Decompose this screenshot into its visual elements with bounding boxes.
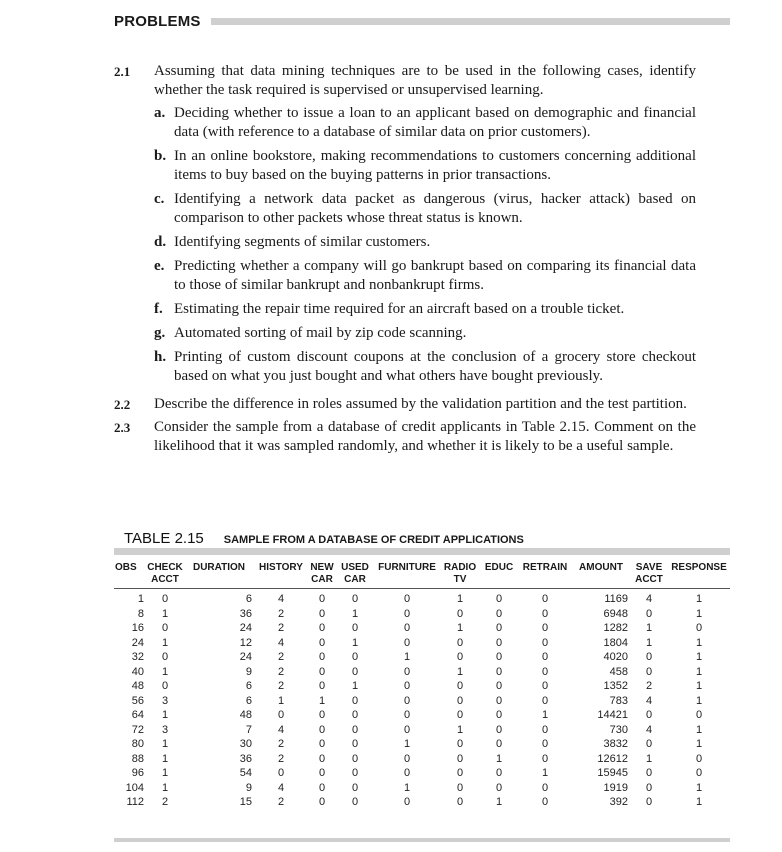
table-cell: 1 — [277, 694, 285, 707]
table-cell: 54 — [239, 767, 252, 779]
table-cell: 392 — [609, 796, 628, 808]
table-cell: 1 — [645, 636, 653, 649]
table-cell: 2 — [277, 665, 285, 678]
subitem-text: Deciding whether to issue a loan to an applicant based on demographic and financial data (with reference to a database of similar data on prior customers). — [174, 105, 696, 140]
column-header — [374, 562, 440, 589]
column-header — [480, 562, 518, 589]
table-cell: 0 — [318, 796, 326, 808]
table-cell: 0 — [351, 665, 359, 678]
table-cell: 0 — [318, 781, 326, 794]
table-cell: 2 — [277, 622, 285, 634]
table-cell: 2 — [277, 607, 285, 620]
table-cell: 0 — [351, 781, 359, 794]
table-cell: 0 — [277, 767, 285, 779]
table-cell: 1 — [541, 767, 549, 779]
table-cell: 1 — [695, 694, 703, 707]
table-cell: 0 — [541, 665, 549, 678]
table-cell: 0 — [695, 767, 703, 779]
table-row — [114, 766, 730, 781]
table-cell: 0 — [645, 781, 653, 794]
table-cell: 0 — [495, 622, 503, 634]
table-cell: 0 — [541, 694, 549, 707]
table-cell: 0 — [541, 636, 549, 649]
subitem-text: Automated sorting of mail by zip code scanning. — [174, 325, 467, 341]
table-cell: 0 — [403, 593, 411, 605]
column-header-line1: RESPONSE — [671, 562, 727, 573]
table-cell: 16 — [131, 622, 144, 634]
column-header-line2 — [255, 574, 307, 586]
subitem — [154, 147, 696, 185]
subitem — [154, 257, 696, 295]
subitem-letter: a. — [154, 105, 166, 121]
subitem-list — [154, 104, 696, 386]
table-cell: 0 — [318, 636, 326, 649]
table-cell: 15 — [239, 796, 252, 808]
table-cell: 0 — [351, 767, 359, 779]
table-cell: 0 — [318, 593, 326, 605]
problem-body — [154, 395, 696, 414]
table-cell: 7 — [245, 723, 252, 736]
table-cell: 1 — [161, 636, 169, 649]
table-cell: 48 — [239, 709, 252, 721]
table-cell: 0 — [645, 607, 653, 620]
table-cell: 1 — [456, 622, 464, 634]
problem-body — [154, 418, 696, 456]
column-header-line1: SAVE — [635, 562, 663, 573]
table-cell: 1 — [695, 651, 703, 663]
table-cell: 1352 — [603, 680, 628, 692]
table-cell: 4 — [645, 723, 653, 736]
table-row — [114, 665, 730, 680]
column-header-line2 — [481, 574, 517, 586]
column-header-line2: CAR — [344, 574, 366, 585]
table-cell: 0 — [541, 593, 549, 605]
table-cell: 1169 — [604, 593, 628, 605]
table-cell: 0 — [318, 767, 326, 779]
subitem-text: Identifying segments of similar customers. — [174, 234, 431, 250]
table-cell: 2 — [161, 796, 169, 808]
table-cell: 0 — [403, 636, 411, 649]
table-cell: 14421 — [597, 709, 628, 721]
table-cell: 0 — [318, 738, 326, 750]
table-cell: 24 — [239, 622, 252, 634]
table-cell: 0 — [495, 738, 503, 750]
table-row — [114, 708, 730, 723]
table-cell: 0 — [351, 752, 359, 765]
table-cell: 80 — [131, 738, 144, 750]
table-row — [114, 723, 730, 738]
table-cell: 0 — [645, 796, 653, 808]
section-heading: PROBLEMS — [114, 12, 201, 30]
table-cell: 1 — [645, 622, 653, 634]
table-cell: 0 — [541, 680, 549, 692]
table-row — [114, 752, 730, 767]
subitem-text: Predicting whether a company will go bankrupt based on comparing its financial data to those of similar bankrupt and nonbankrupt firms. — [174, 258, 696, 293]
column-header-line1: FURNITURE — [378, 562, 436, 573]
table-cell: 24 — [239, 651, 252, 663]
column-header-line1: NEW — [310, 562, 334, 573]
column-header-line1: CHECK — [147, 562, 183, 573]
table-cell: 1 — [161, 709, 169, 721]
table-cell: 0 — [645, 651, 653, 663]
table-cell: 0 — [456, 796, 464, 808]
table-cell: 1 — [456, 723, 464, 736]
table-cell: 0 — [318, 709, 326, 721]
column-header — [336, 562, 374, 589]
table-cell: 1 — [161, 781, 169, 794]
table-cell: 0 — [318, 622, 326, 634]
table-cell: 0 — [351, 622, 359, 634]
table-cell: 4 — [277, 593, 285, 605]
table-cell: 1 — [351, 680, 359, 692]
table-cell: 730 — [609, 723, 628, 736]
table-cell: 48 — [131, 680, 144, 692]
table-cell: 1 — [695, 723, 703, 736]
subitem-letter: d. — [154, 234, 167, 250]
table-cell: 0 — [541, 622, 549, 634]
heading-rule — [211, 18, 730, 25]
table-cell: 56 — [131, 694, 144, 707]
table-cell: 1 — [456, 593, 464, 605]
table-cell: 0 — [645, 665, 653, 678]
table-cell: 0 — [318, 665, 326, 678]
table-cell: 0 — [495, 709, 503, 721]
table-cell: 0 — [541, 752, 549, 765]
table-cell: 1 — [351, 636, 359, 649]
table-cell: 0 — [456, 651, 464, 663]
table-cell: 1 — [695, 738, 703, 750]
table-cell: 1 — [403, 651, 411, 663]
table-row — [114, 636, 730, 651]
table-cell: 0 — [403, 709, 411, 721]
table-cell: 0 — [403, 796, 411, 808]
table-cell: 1 — [695, 796, 703, 808]
table-cell: 0 — [456, 738, 464, 750]
column-header-line2: TV — [453, 574, 467, 585]
problem-body — [154, 62, 696, 391]
table-cell: 0 — [541, 651, 549, 663]
table-row — [114, 694, 730, 709]
column-header-line2 — [185, 574, 253, 586]
table-cell: 112 — [126, 796, 144, 808]
column-header-line1: HISTORY — [259, 562, 303, 573]
table-cell: 1 — [495, 752, 503, 765]
column-header — [184, 562, 254, 589]
table-cell: 2 — [277, 738, 285, 750]
table-cell: 1 — [695, 607, 703, 620]
subitem — [154, 104, 696, 142]
table-cell: 0 — [495, 680, 503, 692]
table-row — [114, 607, 730, 622]
table-cell: 0 — [456, 636, 464, 649]
column-header-line1: EDUC — [484, 562, 514, 573]
table-cell: 1 — [161, 738, 169, 750]
subitem — [154, 348, 696, 386]
table-cell: 15945 — [597, 767, 628, 779]
table-cell: 4 — [645, 593, 653, 605]
table-cell: 6 — [245, 593, 252, 605]
table-cell: 0 — [456, 607, 464, 620]
table-cell: 0 — [495, 651, 503, 663]
table-cell: 0 — [403, 622, 411, 634]
subitem-letter: f. — [154, 301, 163, 317]
table-cell: 1 — [541, 709, 549, 721]
subitem — [154, 324, 696, 343]
table-row — [114, 589, 730, 607]
table-cell: 3 — [161, 694, 169, 707]
table-cell: 1 — [161, 767, 169, 779]
table-cell: 0 — [456, 767, 464, 779]
table-cell: 36 — [239, 607, 252, 620]
column-header-line2: ACCT — [635, 574, 663, 585]
table-cell: 30 — [239, 738, 252, 750]
column-header — [630, 562, 668, 589]
problems-list — [114, 62, 696, 460]
table-top-rule — [114, 548, 730, 555]
subitem-text: Printing of custom discount coupons at the conclusion of a grocery store checkout based on what you just bought and what others have bought previously. — [174, 349, 696, 384]
table-cell: 0 — [495, 767, 503, 779]
table-header-row — [114, 562, 730, 589]
section-heading-row — [114, 10, 730, 32]
column-header-line2 — [375, 574, 439, 586]
table-cell: 0 — [495, 593, 503, 605]
table-row — [114, 621, 730, 636]
problem-number: 2.1 — [114, 64, 131, 79]
column-header — [440, 562, 480, 589]
table-cell: 0 — [456, 680, 464, 692]
table-cell: 1 — [351, 607, 359, 620]
problem-number: 2.3 — [114, 420, 131, 435]
column-header-line1: AMOUNT — [579, 562, 623, 573]
table-cell: 0 — [645, 709, 653, 721]
problem-item — [114, 418, 696, 456]
table-cell: 0 — [277, 709, 285, 721]
table-cell: 0 — [645, 738, 653, 750]
table-cell: 1919 — [603, 781, 628, 794]
table-cell: 0 — [161, 651, 169, 663]
table-cell: 0 — [318, 752, 326, 765]
table-cell: 2 — [645, 680, 653, 692]
subitem-letter: e. — [154, 258, 165, 274]
table-cell: 0 — [695, 709, 703, 721]
table-cell: 1 — [161, 665, 169, 678]
subitem — [154, 233, 696, 252]
table-cell: 8 — [137, 607, 144, 620]
table-cell: 0 — [403, 680, 411, 692]
table-cell: 3 — [161, 723, 169, 736]
table-cell: 12612 — [597, 752, 628, 765]
table-cell: 1 — [695, 680, 703, 692]
table-cell: 1 — [645, 752, 653, 765]
table-cell: 0 — [351, 723, 359, 736]
credit-applications-table — [114, 562, 730, 810]
table-cell: 0 — [695, 752, 703, 765]
table-cell: 0 — [318, 651, 326, 663]
table-cell: 88 — [131, 752, 144, 765]
table-cell: 0 — [541, 796, 549, 808]
table-cell: 0 — [541, 723, 549, 736]
table-cell: 0 — [318, 680, 326, 692]
table-cell: 0 — [495, 781, 503, 794]
column-header — [668, 562, 730, 589]
column-header-line2: ACCT — [151, 574, 179, 585]
table-cell: 12 — [239, 636, 252, 649]
table-cell: 0 — [695, 622, 703, 634]
table-cell: 64 — [131, 709, 144, 721]
table-row — [114, 795, 730, 810]
table-cell: 4 — [277, 781, 285, 794]
table-cell: 36 — [239, 752, 252, 765]
subitem-text: In an online bookstore, making recommendations to customers concerning additional items to buy based on the buying patterns in prior transactions. — [174, 148, 696, 183]
table-cell: 0 — [403, 752, 411, 765]
table-cell: 1 — [161, 752, 169, 765]
table-cell: 0 — [456, 781, 464, 794]
table-cell: 1 — [456, 665, 464, 678]
table-cell: 6 — [245, 680, 252, 692]
table-cell: 9 — [245, 781, 252, 794]
table-cell: 0 — [351, 593, 359, 605]
table-row — [114, 781, 730, 796]
column-header-line1: USED — [341, 562, 369, 573]
table-cell: 1 — [495, 796, 503, 808]
column-header — [254, 562, 308, 589]
column-header — [146, 562, 184, 589]
column-header — [572, 562, 630, 589]
column-header — [114, 562, 146, 589]
table-cell: 1 — [695, 636, 703, 649]
table-cell: 24 — [131, 636, 144, 649]
table-cell: 32 — [131, 651, 144, 663]
table-cell: 1 — [161, 607, 169, 620]
table-cell: 0 — [403, 607, 411, 620]
subitem-letter: g. — [154, 325, 166, 341]
table-cell: 1282 — [603, 622, 628, 634]
table-cell: 2 — [277, 796, 285, 808]
subitem-letter: c. — [154, 191, 165, 207]
column-header-line2 — [573, 574, 629, 586]
table-title-row — [114, 530, 730, 550]
problem-item — [114, 62, 696, 391]
table-cell: 0 — [495, 723, 503, 736]
table-cell: 0 — [318, 723, 326, 736]
table-cell: 0 — [351, 738, 359, 750]
table-cell: 0 — [351, 651, 359, 663]
table-cell: 6 — [245, 694, 252, 707]
table-cell: 783 — [609, 694, 628, 707]
table-cell: 4 — [645, 694, 653, 707]
column-header-line1: OBS — [115, 562, 137, 573]
column-header — [308, 562, 336, 589]
table-cell: 0 — [495, 636, 503, 649]
table-cell: 1 — [695, 665, 703, 678]
table-cell: 96 — [131, 767, 144, 779]
table-row — [114, 737, 730, 752]
column-header-line2: CAR — [311, 574, 333, 585]
table-cell: 9 — [245, 665, 252, 678]
column-header-line2 — [519, 574, 571, 586]
table-cell: 0 — [495, 665, 503, 678]
table-row — [114, 679, 730, 694]
subitem-text: Estimating the repair time required for an aircraft based on a trouble ticket. — [174, 301, 625, 317]
table-row — [114, 650, 730, 665]
table-cell: 104 — [125, 781, 144, 794]
table-cell: 0 — [161, 622, 169, 634]
table-cell: 0 — [645, 767, 653, 779]
table-cell: 0 — [318, 607, 326, 620]
table-cell: 0 — [161, 593, 169, 605]
table-cell: 2 — [277, 651, 285, 663]
table-cell: 0 — [456, 752, 464, 765]
table-cell: 40 — [131, 665, 144, 678]
table-cell: 0 — [351, 694, 359, 707]
subitem-text: Identifying a network data packet as dangerous (virus, hacker attack) based on comparison to other packets whose threat status is known. — [174, 191, 696, 226]
subitem — [154, 300, 696, 319]
problem-text: Assuming that data mining techniques are to be used in the following cases, identify whether the task required is supervised or unsupervised learning. — [154, 63, 696, 98]
table-cell: 0 — [403, 665, 411, 678]
column-header-line1: DURATION — [192, 562, 246, 573]
table-cell: 6948 — [603, 607, 628, 620]
column-header-line2 — [115, 574, 145, 586]
table-cell: 1 — [137, 593, 144, 605]
table-cell: 2 — [277, 680, 285, 692]
problem-number: 2.2 — [114, 397, 131, 412]
table-cell: 0 — [403, 767, 411, 779]
subitem-letter: b. — [154, 148, 167, 164]
table-cell: 0 — [541, 738, 549, 750]
table-cell: 0 — [403, 723, 411, 736]
column-header-line2 — [669, 574, 729, 586]
column-header — [518, 562, 572, 589]
table-cell: 2 — [277, 752, 285, 765]
table-cell: 4020 — [603, 651, 628, 663]
table-cell: 4 — [277, 636, 285, 649]
table-cell: 0 — [351, 709, 359, 721]
table-cell: 0 — [495, 694, 503, 707]
table-cell: 4 — [277, 723, 285, 736]
table-number: TABLE 2.15 — [114, 530, 214, 550]
table-cell: 0 — [351, 796, 359, 808]
table-cell: 0 — [456, 694, 464, 707]
table-cell: 0 — [456, 709, 464, 721]
problem-item — [114, 395, 696, 414]
table-cell: 1 — [318, 694, 326, 707]
table-body — [114, 589, 730, 810]
table-cell: 0 — [541, 607, 549, 620]
table-caption: SAMPLE FROM A DATABASE OF CREDIT APPLICATIONS — [223, 534, 524, 546]
problem-text: Consider the sample from a database of credit applicants in Table 2.15. Comment on the likelihood that it was sampled randomly, and whether it is likely to be a useful sample. — [154, 419, 696, 454]
subitem — [154, 190, 696, 228]
table-cell: 0 — [403, 694, 411, 707]
table-cell: 3832 — [603, 738, 628, 750]
problem-text: Describe the difference in roles assumed by the validation partition and the test partition. — [154, 396, 687, 412]
table-cell: 1 — [403, 781, 411, 794]
column-header-line1: RADIO — [443, 562, 477, 573]
table-cell: 72 — [131, 723, 144, 736]
subitem-letter: h. — [154, 349, 167, 365]
column-header-line1: RETRAIN — [522, 562, 568, 573]
table-cell: 1 — [695, 593, 703, 605]
table-cell: 1 — [403, 738, 411, 750]
table-cell: 0 — [541, 781, 549, 794]
table-bottom-rule — [114, 838, 730, 842]
table-cell: 0 — [495, 607, 503, 620]
table-cell: 1804 — [603, 636, 628, 649]
table-cell: 458 — [609, 665, 628, 678]
table-cell: 0 — [161, 680, 169, 692]
table-cell: 1 — [695, 781, 703, 794]
